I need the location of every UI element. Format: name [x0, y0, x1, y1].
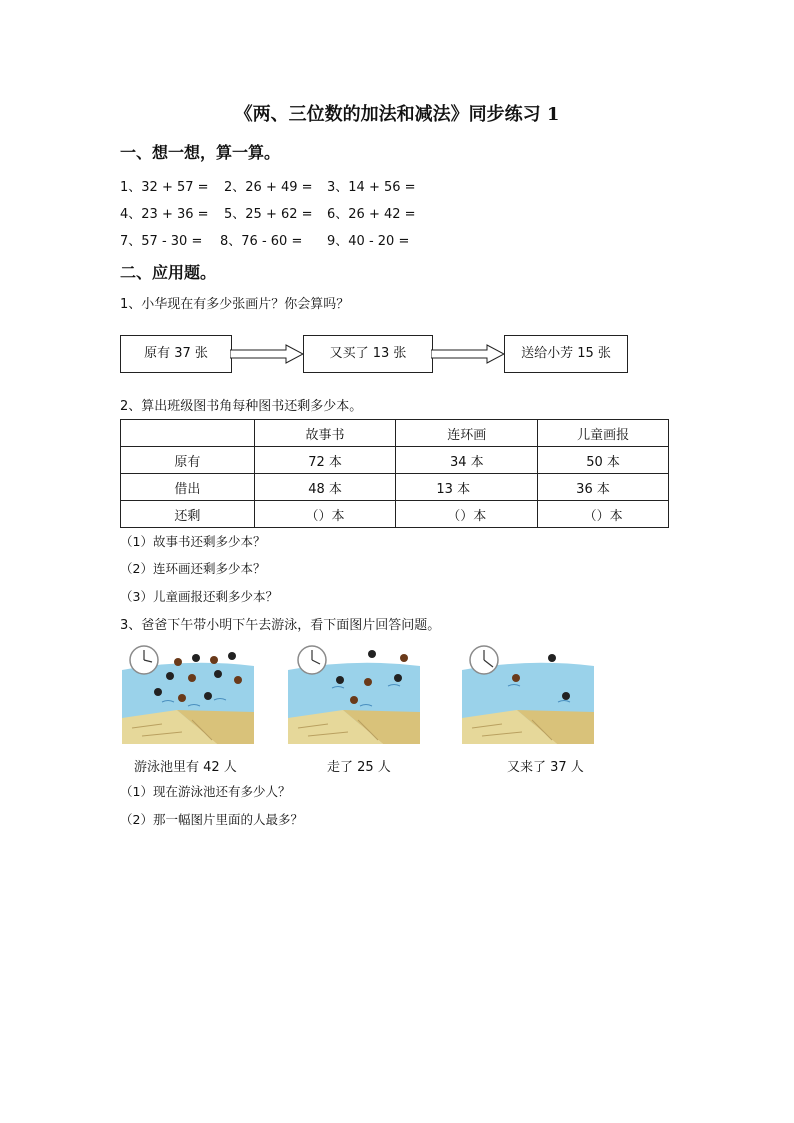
table-cell: 72 本 [254, 447, 396, 474]
table-cell: （）本 [396, 501, 538, 528]
caption-3: 又来了 37 人 [507, 760, 584, 775]
table-header-cell: 故事书 [254, 420, 396, 447]
flow-box-original: 原有 37 张 [120, 335, 232, 373]
table-cell: 34 本 [396, 447, 538, 474]
table-cell: 借出 [121, 474, 255, 501]
problem-6: 6、26 + 42 = [327, 207, 416, 222]
section2-heading: 二、应用题。 [120, 263, 217, 282]
q2-sub-2: （2）连环画还剩多少本？ [120, 561, 266, 576]
table-header-cell: 儿童画报 [538, 420, 669, 447]
problem-3: 3、14 + 56 = [327, 180, 416, 195]
flow-box-bought: 又买了 13 张 [303, 335, 433, 373]
table-header-cell: 连环画 [396, 420, 538, 447]
table-cell: （）本 [254, 501, 396, 528]
table-cell: 还剩 [121, 501, 255, 528]
table-cell: 48 本 [254, 474, 396, 501]
table-row [121, 447, 669, 474]
problem-8: 8、76 - 60 = [220, 234, 303, 249]
q3-text: 3、爸爸下午带小明下午去游泳，看下面图片回答问题。 [120, 618, 441, 633]
flow-arrow-1 [230, 344, 304, 364]
book-table [120, 419, 669, 528]
table-cell: 原有 [121, 447, 255, 474]
q3-sub-2: （2）那一幅图片里面的人最多？ [120, 812, 303, 827]
table-cell: 50 本 [538, 447, 669, 474]
flow-box-gave: 送给小芳 15 张 [504, 335, 628, 373]
table-row [121, 501, 669, 528]
problem-1: 1、32 + 57 = [120, 180, 209, 195]
q2-sub-1: （1）故事书还剩多少本？ [120, 534, 266, 549]
problem-9: 9、40 - 20 = [327, 234, 410, 249]
q1-text: 1、小华现在有多少张画片？你会算吗？ [120, 297, 350, 312]
pool-picture-3 [462, 640, 594, 744]
table-header-cell [121, 420, 255, 447]
q2-text: 2、算出班级图书角每种图书还剩多少本。 [120, 399, 363, 414]
problem-2: 2、26 + 49 = [224, 180, 313, 195]
page-title: 《两、三位数的加法和减法》同步练习 1 [234, 104, 560, 125]
q3-sub-1: （1）现在游泳池还有多少人？ [120, 784, 291, 799]
section1-heading: 一、想一想，算一算。 [120, 143, 281, 162]
q2-sub-3: （3）儿童画报还剩多少本？ [120, 589, 278, 604]
pool-picture-1 [122, 640, 254, 744]
problem-5: 5、25 + 62 = [224, 207, 313, 222]
caption-2: 走了 25 人 [327, 760, 391, 775]
table-cell: 13 本 [396, 474, 538, 501]
problem-4: 4、23 + 36 = [120, 207, 209, 222]
table-row [121, 474, 669, 501]
table-header-row [121, 420, 669, 447]
table-cell: （）本 [538, 501, 669, 528]
flow-arrow-2 [431, 344, 505, 364]
caption-1: 游泳池里有 42 人 [134, 760, 237, 775]
pool-picture-2 [288, 640, 420, 744]
problem-7: 7、57 - 30 = [120, 234, 203, 249]
table-cell: 36 本 [538, 474, 669, 501]
